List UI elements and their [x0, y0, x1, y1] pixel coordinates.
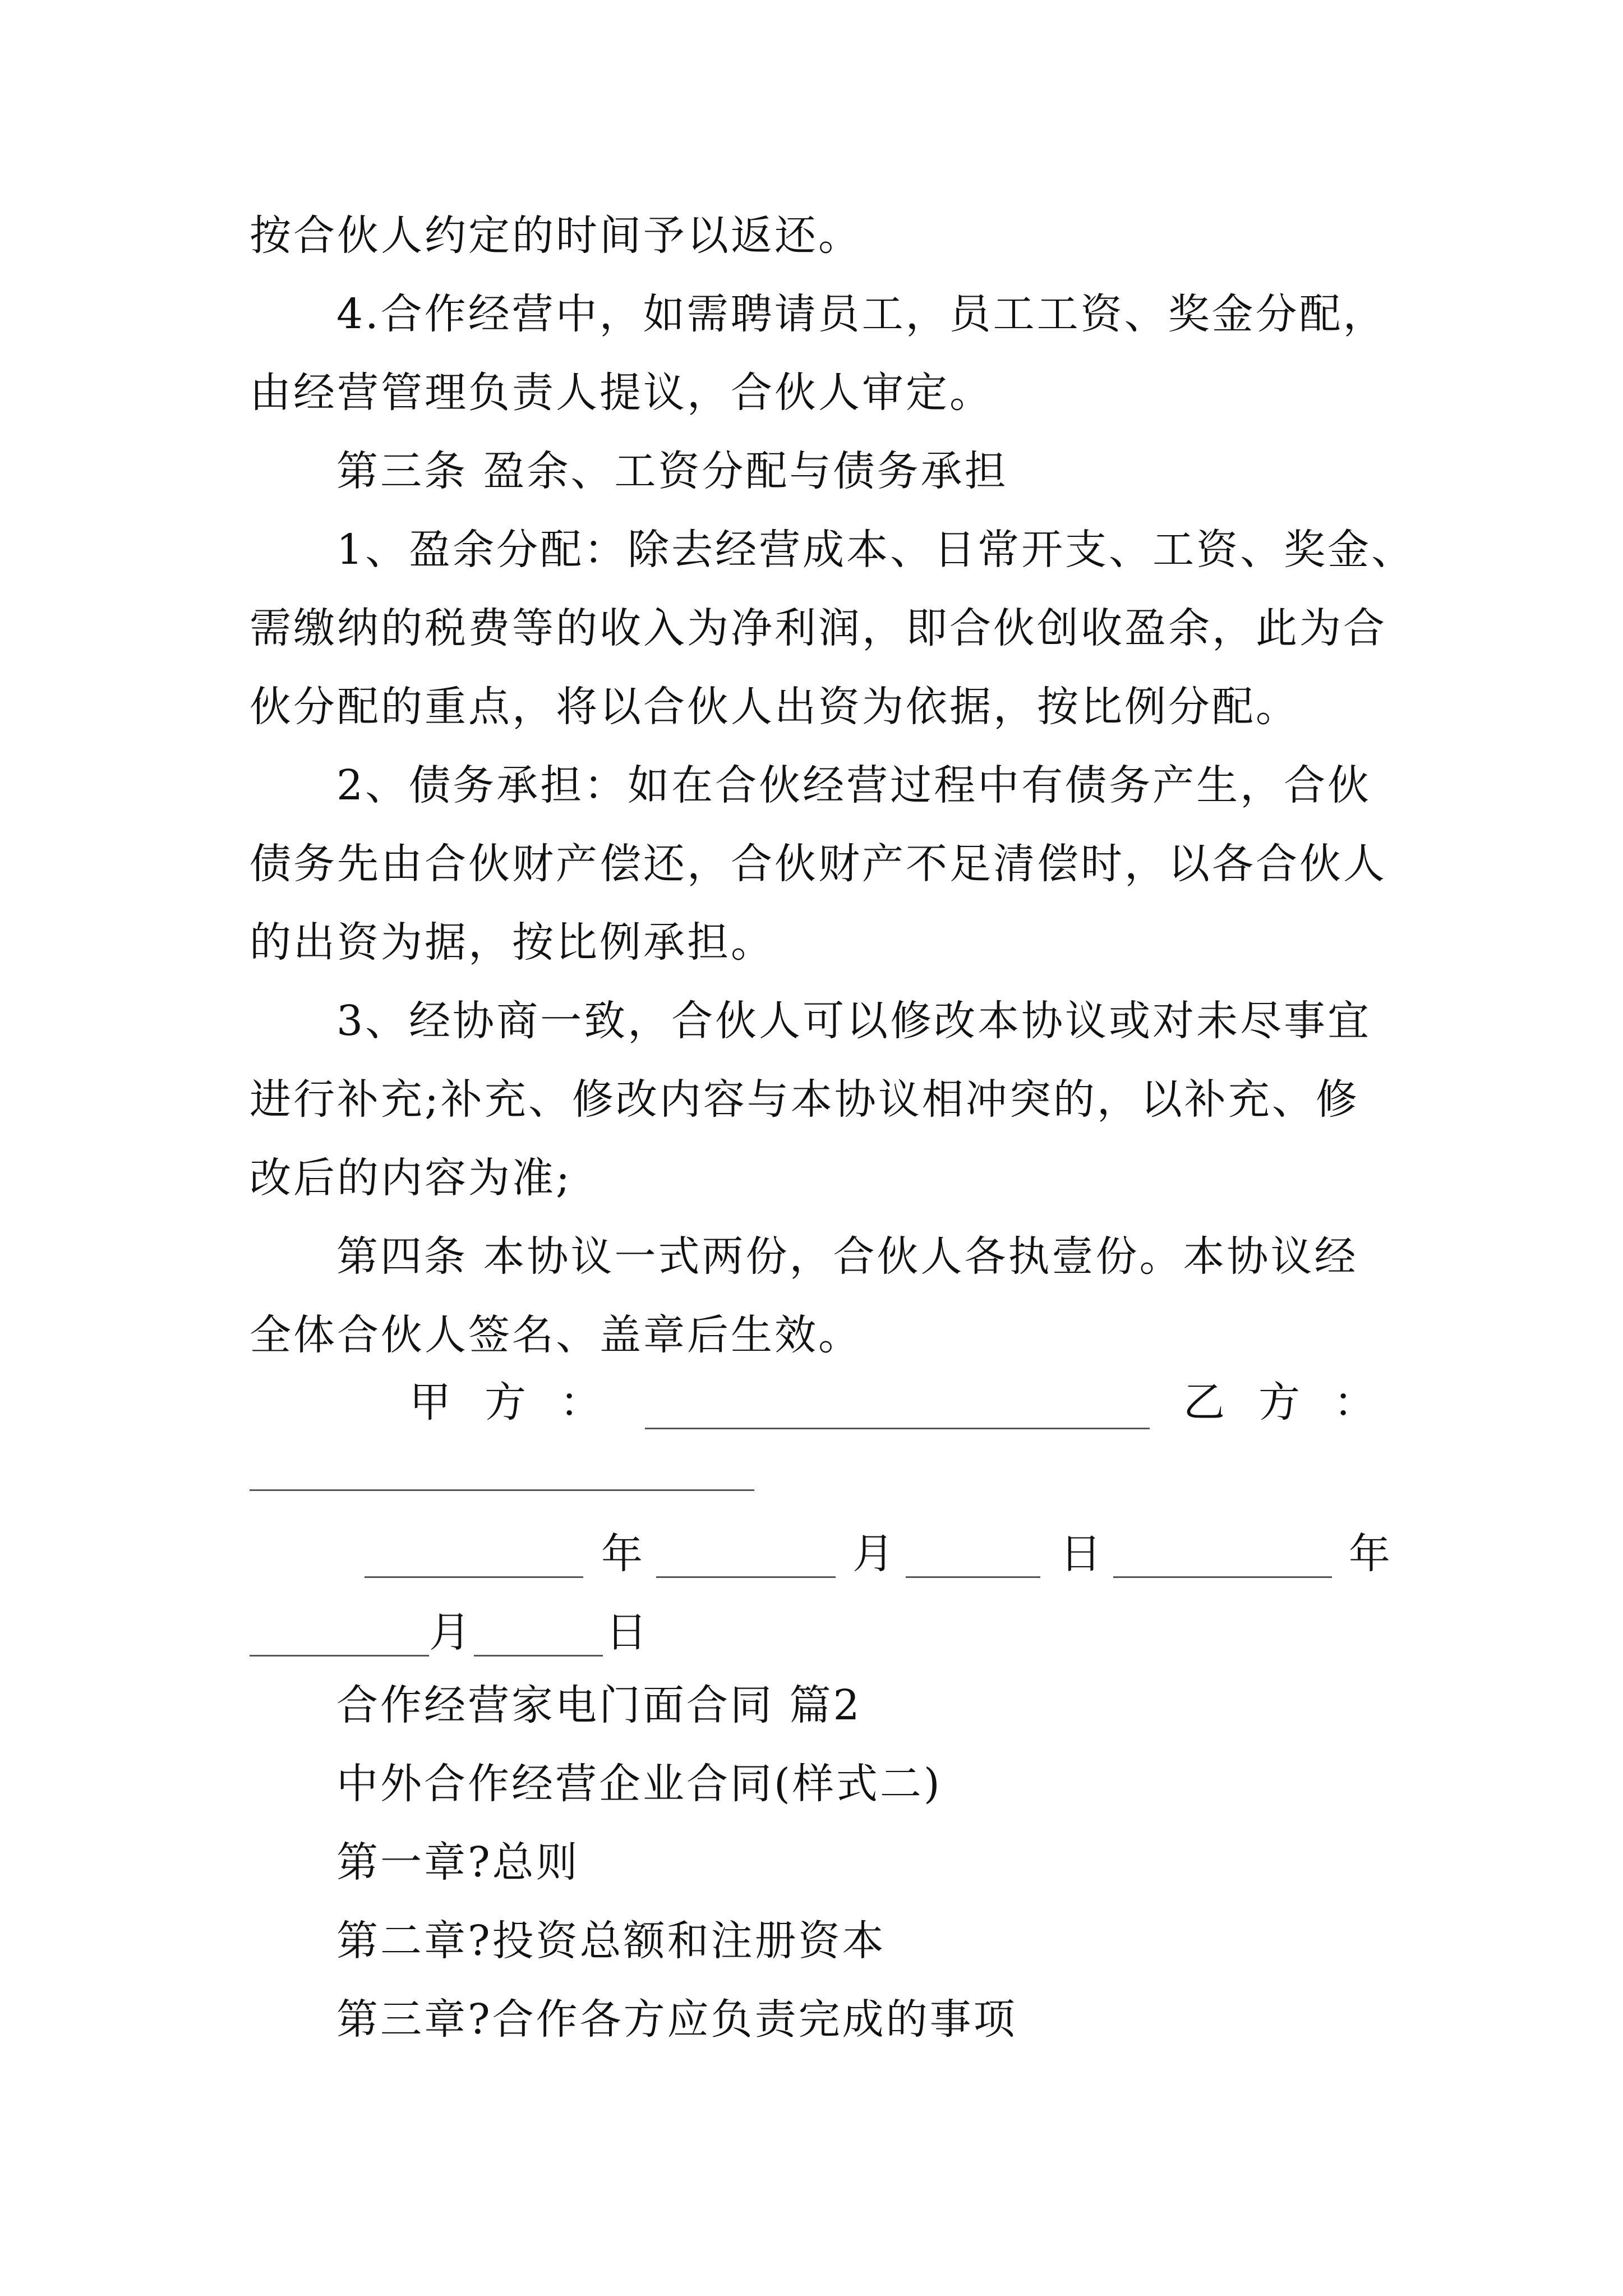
party-b-month-blank — [250, 1655, 429, 1657]
paragraph-line: 改后的内容为准; — [250, 1154, 572, 1202]
party-a-year-blank — [365, 1576, 583, 1578]
party-b-signature-line — [250, 1489, 754, 1491]
party-b-year-label: 年 — [1349, 1530, 1393, 1578]
paragraph-line: 伙分配的重点，将以合伙人出资为依据，按比例分配。 — [250, 683, 1299, 731]
paragraph-line: 4.合作经营中，如需聘请员工，员工工资、奖金分配， — [336, 290, 1387, 338]
section-heading: 第四条 本协议一式两份，合伙人各执壹份。本协议经 — [336, 1232, 1358, 1281]
paragraph-line: 的出资为据，按比例承担。 — [250, 918, 774, 967]
paragraph-line: 需缴纳的税费等的收入为净利润，即合伙创收盈余，此为合 — [250, 604, 1387, 652]
party-a-day-label: 日 — [1060, 1530, 1104, 1578]
party-a-month-blank — [656, 1576, 836, 1578]
party-a-month-label: 月 — [852, 1530, 896, 1578]
paragraph-line: 全体合伙人签名、盖章后生效。 — [250, 1311, 862, 1359]
contract-title: 中外合作经营企业合同(样式二) — [336, 1760, 942, 1808]
party-b-year-blank — [1113, 1576, 1332, 1578]
section-heading: 第三条 盈余、工资分配与债务承担 — [336, 447, 1008, 495]
chapter-heading: 第二章?投资总额和注册资本 — [336, 1917, 886, 1965]
chapter-heading: 第三章?合作各方应负责完成的事项 — [336, 1995, 1017, 2044]
paragraph-line: 1、盈余分配：除去经营成本、日常开支、工资、奖金、 — [336, 526, 1415, 574]
party-b-day-label: 日 — [606, 1608, 649, 1657]
paragraph-line: 由经营管理负责人提议，合伙人审定。 — [250, 369, 993, 417]
party-a-day-blank — [906, 1576, 1040, 1578]
document-title: 合作经营家电门面合同 篇2 — [336, 1681, 862, 1729]
paragraph-line: 债务先由合伙财产偿还，合伙财产不足清偿时，以各合伙人 — [250, 840, 1387, 888]
paragraph-line: 2、债务承担：如在合伙经营过程中有债务产生，合伙 — [336, 761, 1372, 809]
party-a-signature-line — [645, 1428, 1150, 1429]
party-b-day-blank — [474, 1655, 603, 1657]
paragraph-line: 进行补充;补充、修改内容与本协议相冲突的，以补充、修 — [250, 1075, 1359, 1124]
party-a-year-label: 年 — [601, 1530, 645, 1578]
paragraph-line: 按合伙人约定的时间予以返还。 — [250, 211, 862, 260]
party-a-label: 甲方： — [409, 1378, 635, 1427]
paragraph-line: 3、经协商一致，合伙人可以修改本协议或对未尽事宜 — [336, 997, 1372, 1045]
chapter-heading: 第一章?总则 — [336, 1838, 580, 1887]
party-b-label: 乙方： — [1183, 1378, 1409, 1427]
party-b-month-label: 月 — [429, 1608, 473, 1657]
